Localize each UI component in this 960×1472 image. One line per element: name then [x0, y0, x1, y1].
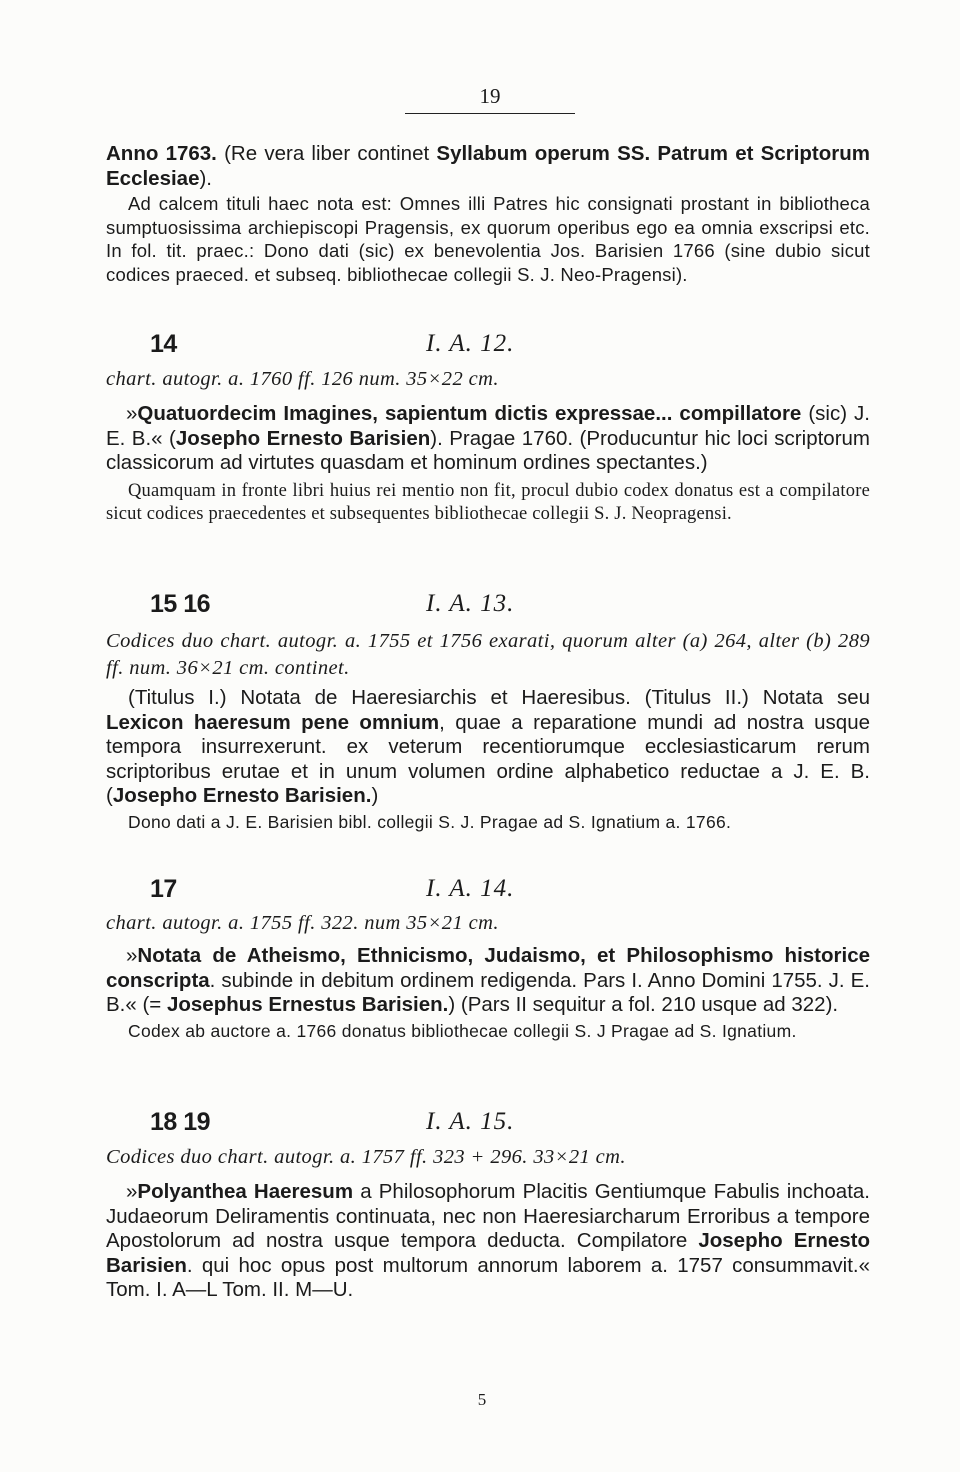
intro-title: Syllabum operum SS. Patrum et Scriptorum Ecclesiae — [106, 142, 870, 190]
entry-number: 17 — [150, 875, 177, 903]
intro-block — [106, 142, 870, 286]
entry-17-title-bold: Notata de Atheismo, Ethnicismo, Judaismo, et Philosophismo historice conscripta — [106, 944, 870, 992]
entry-15-16-title-bold: Lexicon haeresum pene omnium — [106, 710, 440, 734]
entry-18-19-body — [106, 1180, 870, 1303]
page-number: 19 — [405, 84, 575, 114]
entry-15-16-title: (Titulus I.) Notata de Haeresiarchis et Haeresibus. (Titulus II.) Notata seu Lexicon haeresum pene omnium, quae a reparatione mundi ad nostra usque tempora insurrexerunt. ex veterum recentiorumque ecclesiasticarum rerum scriptoribus erutae et in unum volumen ordine alphabetico reductae a J. E. B. (Josepho Ernesto Barisien.) — [106, 686, 870, 807]
entry-17-body — [106, 944, 870, 1043]
entry-17-meta: chart. autogr. a. 1755 ff. 322. num 35×21 cm. — [106, 912, 499, 934]
entry-14-body — [106, 402, 870, 527]
entry-18-19-title: »Polyanthea Haeresum a Philosophorum Placitis Gentiumque Fabulis inchoata. Judaeorum Deliramentis continuata, nec non Haeresiarcharum Erroribus a tempore Apostolorum ad nostra usque tempora deducta. Compilatore Josepho Ernesto Barisien. qui hoc opus post multorum annorum laborem a. 1757 consummavit.« Tom. I. A—L Tom. II. M—U. — [106, 1180, 871, 1301]
entry-15-16-header — [106, 590, 870, 624]
entry-17-note: Codex ab auctore a. 1766 donatus bibliothecae collegii S. J Pragae ad S. Ignatium. — [128, 1020, 797, 1041]
entry-number: 15 16 — [150, 590, 211, 618]
intro-year: Anno 1763. — [106, 142, 217, 165]
entry-18-19-meta: Codices duo chart. autogr. a. 1757 ff. 323 + 296. 33×21 cm. — [106, 1146, 626, 1168]
shelfmark: I. A. 12. — [426, 330, 515, 357]
entry-17-title: »Notata de Atheismo, Ethnicismo, Judaismo, et Philosophismo historice conscripta. subinde in debitum ordinem redigenda. Pars I. Anno Domini 1755. J. E. B.« (= Josephus Ernestus Barisien.) (Pars II sequitur a fol. 210 usque ad 322). — [106, 944, 870, 1016]
shelfmark: I. A. 13. — [426, 590, 515, 617]
entry-14-title-bold: Quatuordecim Imagines, sapientum dictis expressae... compillatore — [137, 402, 802, 425]
signature-mark: 5 — [477, 1390, 487, 1409]
entry-14-author: Josepho Ernesto Barisien — [175, 426, 431, 450]
shelfmark: I. A. 14. — [426, 875, 515, 902]
entry-17-author: Josephus Ernestus Barisien. — [166, 993, 449, 1016]
entry-number: 14 — [150, 330, 177, 358]
intro-text-b: ). — [199, 166, 213, 190]
entry-18-19-author: Josepho Ernesto Barisien — [106, 1229, 871, 1277]
entry-15-16-meta: Codices duo chart. autogr. a. 1755 et 1756 exarati, quorum alter (a) 264, alter (b) 289 ff. num. 36×21 cm. continet. — [106, 630, 870, 679]
entry-17-header — [106, 875, 870, 909]
entry-15-16-author: Josepho Ernesto Barisien. — [112, 784, 372, 807]
intro-paragraph — [106, 142, 870, 191]
shelfmark: I. A. 15. — [426, 1108, 515, 1135]
entry-18-19-header — [106, 1108, 870, 1142]
entry-15-16-note: Dono dati a J. E. Barisien bibl. collegii S. J. Pragae ad S. Ignatium a. 1766. — [128, 811, 732, 832]
entry-14-note: Quamquam in fronte libri huius rei mentio non fit, procul dubio codex donatus est a compilatore sicut codices praecedentes et subsequentes bibliothecae collegii S. J. Neopragensi. — [106, 480, 870, 524]
entry-14-meta: chart. autogr. a. 1760 ff. 126 num. 35×22 cm. — [106, 368, 499, 390]
intro-note: Ad calcem tituli haec nota est: Omnes illi Patres hic consignati prostant in bibliotheca sumptuosissima archiepiscopi Pragensis, ex quorum operibus ego ea omnia exscripsi etc. In fol. tit. praec.: Dono dati (sic) ex benevolentia Jos. Barisien 1766 (sine dubio sicut codices praeced. et subseq. bibliothecae collegii S. J. Neo-Pragensi). — [106, 193, 870, 285]
intro-text-a: (Re vera liber continet — [216, 142, 437, 165]
entry-number: 18 19 — [150, 1108, 211, 1136]
entry-14-header — [106, 330, 870, 364]
entry-18-19-title-bold: Polyanthea Haeresum — [137, 1180, 354, 1203]
entry-14-title: »Quatuordecim Imagines, sapientum dictis expressae... compillatore (sic) J. E. B.« (Josepho Ernesto Barisien). Pragae 1760. (Producuntur hic loci scriptorum classicorum ad virtutes quasdam et hominum ordines spectantes.) — [106, 402, 870, 474]
entry-15-16-body — [106, 686, 870, 834]
